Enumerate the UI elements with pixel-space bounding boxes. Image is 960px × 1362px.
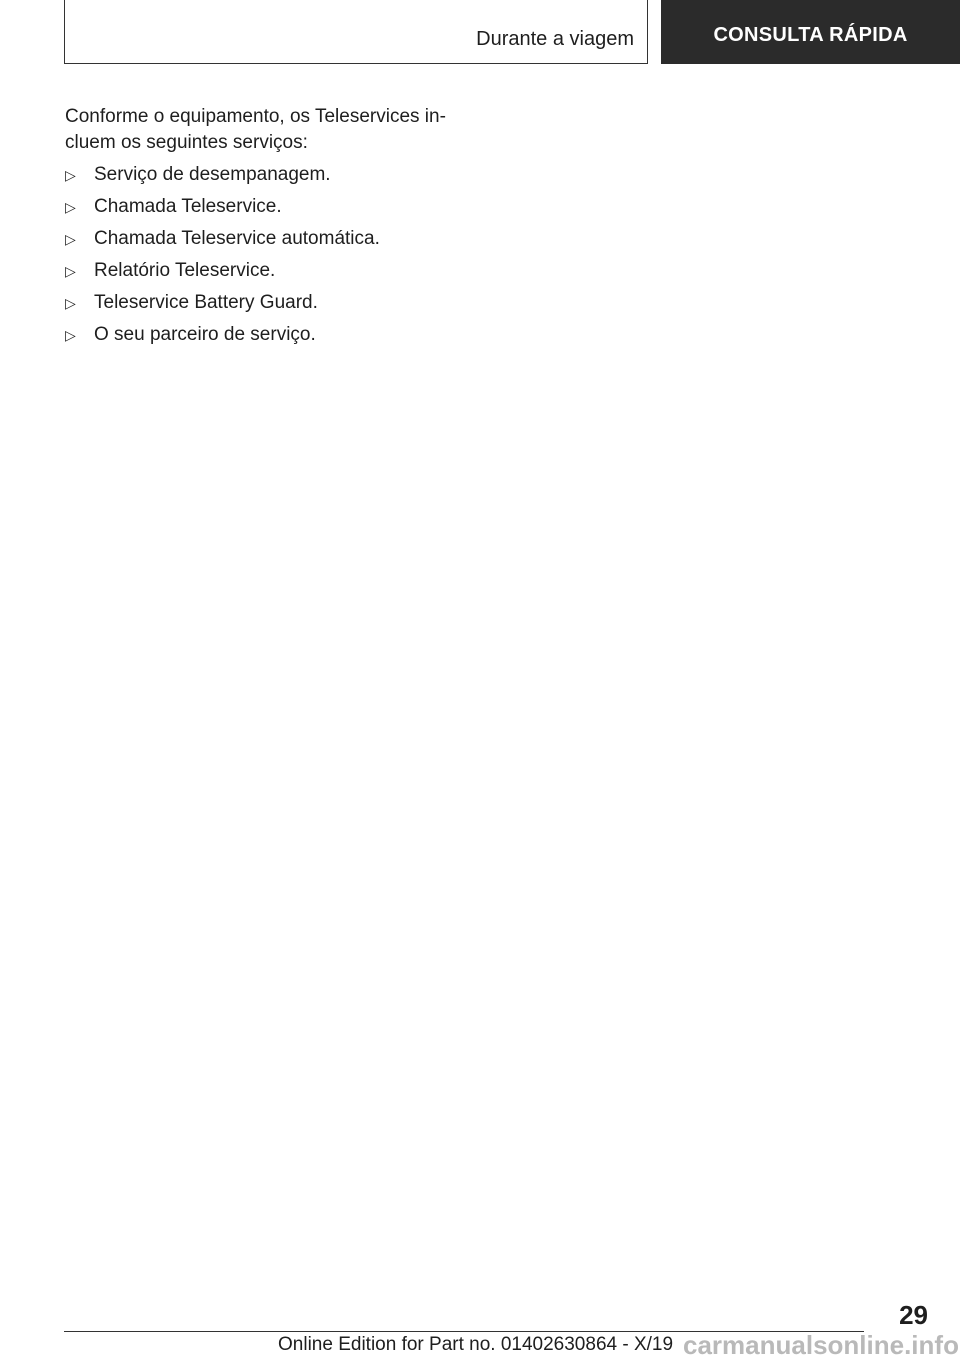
list-item-text: Chamada Teleservice automática. bbox=[94, 228, 380, 249]
list-item bbox=[65, 226, 455, 252]
watermark: carmanualsonline.info bbox=[683, 1330, 959, 1360]
triangle-bullet-icon: ▷ bbox=[65, 327, 76, 343]
triangle-bullet-icon: ▷ bbox=[65, 167, 76, 183]
chapter-tab bbox=[661, 0, 960, 64]
list-item bbox=[65, 322, 455, 348]
list-item-text: Chamada Teleservice. bbox=[94, 196, 282, 217]
triangle-bullet-icon: ▷ bbox=[65, 231, 76, 247]
list-item-text: Serviço de desempanagem. bbox=[94, 164, 331, 185]
intro-paragraph: Conforme o equipamento, os Teleservices in‐ cluem os seguintes serviços: bbox=[65, 106, 446, 153]
triangle-bullet-icon: ▷ bbox=[65, 199, 76, 215]
section-title: Durante a viagem bbox=[476, 28, 634, 50]
list-item-text: Relatório Teleservice. bbox=[94, 260, 276, 281]
list-item bbox=[65, 290, 455, 316]
list-item bbox=[65, 258, 455, 284]
chapter-title: CONSULTA RÁPIDA bbox=[713, 23, 908, 46]
services-list bbox=[65, 162, 455, 348]
page-number: 29 bbox=[899, 1300, 928, 1330]
list-item bbox=[65, 162, 455, 188]
edition-text: Online Edition for Part no. 01402630864 - X/19 bbox=[278, 1334, 674, 1355]
list-item-text: O seu parceiro de serviço. bbox=[94, 324, 316, 345]
list-item-text: Teleservice Battery Guard. bbox=[94, 292, 318, 313]
list-item bbox=[65, 194, 455, 220]
triangle-bullet-icon: ▷ bbox=[65, 263, 76, 279]
triangle-bullet-icon: ▷ bbox=[65, 295, 76, 311]
main-content bbox=[65, 104, 455, 354]
